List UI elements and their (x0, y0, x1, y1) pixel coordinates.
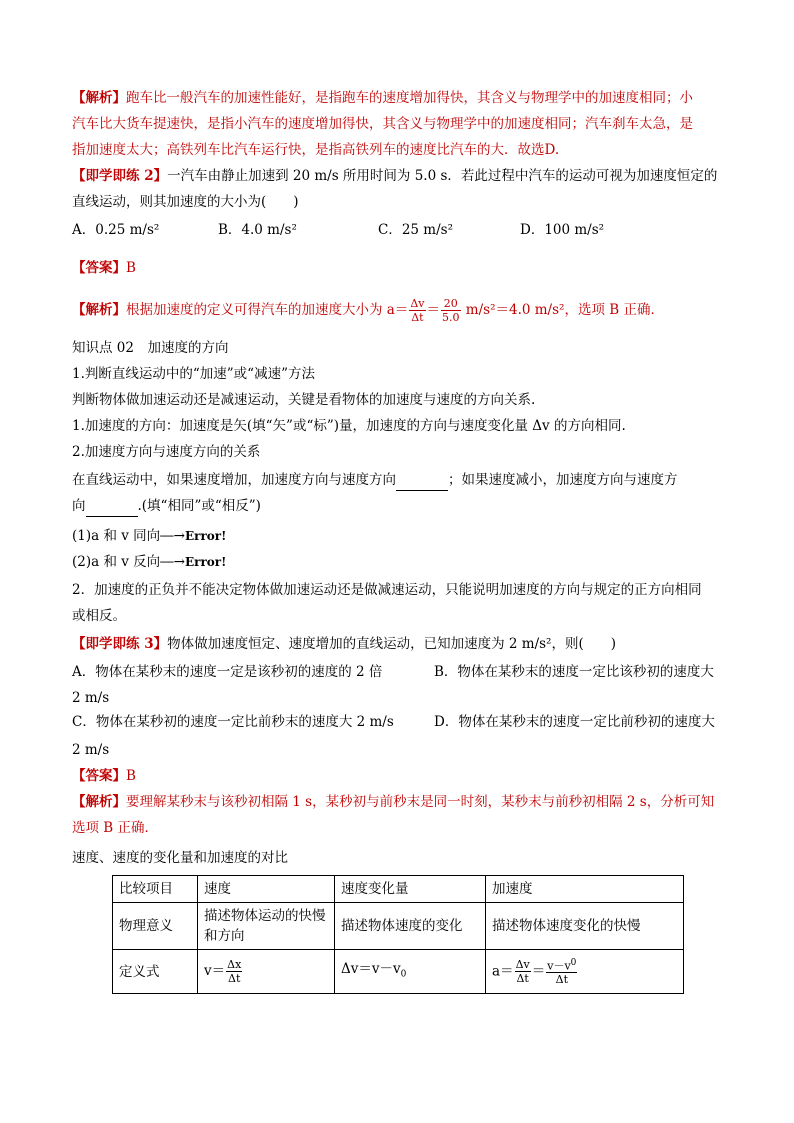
section-item-1: 1.加速度的方向：加速度是矢(填“矢”或“标”)量，加速度的方向与速度变化量 Δv 的方向相同. (72, 418, 626, 434)
analysis-text: m/s²＝4.0 m/s²，选项 B 正确． (461, 302, 664, 318)
fraction-numerator: Δv (515, 958, 530, 971)
blank-2 (86, 496, 138, 517)
table-cell: 物理意义 (113, 903, 198, 950)
fraction-denominator: Δt (516, 972, 529, 985)
answer-line (72, 258, 724, 278)
practice-3-analysis-line-2: 选项 B 正确． (72, 820, 159, 836)
option-d-continued: 2 m/s (72, 742, 110, 758)
answer-tag: 【答案】 (72, 260, 126, 276)
practice-2-line-1 (72, 166, 724, 186)
option-a: A．物体在某秒末的速度一定是该秒初的速度的 2 倍 (72, 664, 383, 680)
fraction-numerator (546, 957, 577, 974)
analysis-tag: 【解析】 (72, 794, 126, 810)
analysis-tag: 【解析】 (72, 302, 126, 318)
table-cell: 描述物体速度变化的快慢 (486, 903, 684, 950)
table-row (113, 950, 684, 994)
equals-sign: ＝ (531, 963, 546, 979)
option-d: D．物体在某秒末的速度一定比前秒初的速度大 (434, 714, 715, 730)
answer-tag: 【答案】 (72, 768, 126, 784)
table-header: 加速度 (486, 876, 684, 903)
fraction-denominator: Δt (228, 972, 241, 985)
table-cell-formula-v (198, 950, 335, 994)
section-text: 判断物体做加速运动还是减速运动，关键是看物体的加速度与速度的方向关系. (72, 392, 536, 408)
fraction-numerator: 20 (441, 297, 461, 311)
text: (2)a 和 v 反向―→ (72, 554, 185, 570)
text: 在直线运动中，如果速度增加，加速度方向与速度方向 (72, 472, 396, 488)
analysis-line-2: 汽车比大货车提速快，是指小汽车的速度增加得快，其含义与物理学中的加速度相同；汽车刹车太急，是 (72, 116, 693, 132)
numerator-text: v－v (547, 959, 571, 973)
table-header-row (113, 876, 684, 903)
option-b: B．4.0 m/s² (218, 222, 297, 238)
fraction-dv-dt (409, 297, 425, 324)
subscript: 0 (400, 969, 407, 980)
fraction-denominator: Δt (555, 973, 568, 987)
error-text: Error! (184, 555, 227, 569)
analysis-text: 要理解某秒末与该秒初相隔 1 s，某秒初与前秒末是同一时刻，某秒末与前秒初相隔 2 s，分析可知 (126, 794, 715, 810)
practice-2-line-2: 直线运动，则其加速度的大小为( ) (72, 194, 299, 210)
table-header: 速度 (198, 876, 335, 903)
fraction-v-v0-dt (546, 957, 577, 987)
table-cell-formula-dv (335, 950, 486, 994)
blank-1 (396, 470, 448, 491)
analysis-text: 根据加速度的定义可得汽车的加速度大小为 a＝ (126, 302, 409, 318)
analysis-line-1 (72, 88, 724, 108)
note-line-1: 2．加速度的正负并不能决定物体做加速运动还是做减速运动，只能说明加速度的方向与规定的正方向相同 (72, 582, 702, 598)
formula-text: v＝ (204, 963, 226, 979)
answer-value: B (126, 260, 136, 276)
fraction-dv-dt (515, 958, 531, 985)
fraction-denominator: Δt (411, 311, 424, 324)
superscript: 0 (570, 957, 577, 968)
practice-3-line-1 (72, 634, 724, 654)
fraction-numerator: Δx (227, 958, 242, 971)
table-header: 比较项目 (113, 876, 198, 903)
practice-2-options (72, 220, 724, 240)
practice-3-options-cd (72, 712, 724, 732)
option-d: D．100 m/s² (520, 222, 605, 238)
table-cell: 定义式 (113, 950, 198, 994)
table-cell: 描述物体速度的变化 (335, 903, 486, 950)
practice-3-options-ab (72, 662, 724, 682)
practice-tag: 【即学即练 3】 (72, 636, 168, 652)
analysis-line-3: 指加速度太大；高铁列车比汽车运行快，是指高铁列车的速度比汽车的大．故选D. (72, 142, 560, 158)
practice-tag: 【即学即练 2】 (72, 168, 168, 184)
answer-value: B (126, 768, 136, 784)
case-1 (72, 526, 724, 546)
text: .(填“相同”或“相反”) (137, 498, 261, 514)
table-cell-formula-a (486, 950, 684, 994)
table-row (113, 903, 684, 950)
error-text: Error! (184, 529, 227, 543)
analysis-formula-line (72, 294, 724, 326)
section-item-2: 2.加速度方向与速度方向的关系 (72, 444, 261, 460)
text: 向 (72, 498, 86, 514)
fill-blank-line-1 (72, 470, 724, 491)
fill-blank-line-2 (72, 496, 724, 517)
option-b-continued: 2 m/s (72, 690, 110, 706)
text: ；如果速度减小，加速度方向与速度方 (448, 472, 678, 488)
analysis-text: 跑车比一般汽车的加速性能好，是指跑车的速度增加得快，其含义与物理学中的加速度相同；小 (126, 90, 693, 106)
equals-sign: ＝ (426, 302, 441, 318)
question-text: 物体做加速度恒定、速度增加的直线运动，已知加速度为 2 m/s²，则( ) (167, 636, 616, 652)
answer-line (72, 766, 724, 786)
option-b: B．物体在某秒末的速度一定比该秒初的速度大 (434, 664, 714, 680)
question-text: 一汽车由静止加速到 20 m/s 所用时间为 5.0 s．若此过程中汽车的运动可视为加速度恒定的 (167, 168, 718, 184)
section-heading: 知识点 02 加速度的方向 (72, 340, 229, 356)
fraction-numerator: Δv (410, 297, 425, 310)
fraction-dx-dt (226, 958, 242, 985)
table-caption: 速度、速度的变化量和加速度的对比 (72, 850, 288, 866)
note-line-2: 或相反。 (72, 608, 126, 624)
formula-text: Δv＝v－v (341, 960, 401, 977)
table-header: 速度变化量 (335, 876, 486, 903)
formula-text: a＝ (492, 963, 514, 979)
text: (1)a 和 v 同向―→ (72, 528, 185, 544)
option-c: C．25 m/s² (378, 222, 453, 238)
table-cell: 描述物体运动的快慢和方向 (198, 903, 335, 950)
fraction-denominator: 5.0 (442, 311, 460, 324)
practice-3-analysis-line-1 (72, 792, 724, 812)
case-2 (72, 552, 724, 572)
fraction-20-5 (441, 297, 461, 324)
section-subheading: 1.判断直线运动中的“加速”或“减速”方法 (72, 366, 315, 382)
analysis-tag: 【解析】 (72, 90, 126, 106)
option-c: C．物体在某秒初的速度一定比前秒末的速度大 2 m/s (72, 714, 394, 730)
option-a: A．0.25 m/s² (72, 222, 160, 238)
comparison-table (112, 875, 684, 994)
